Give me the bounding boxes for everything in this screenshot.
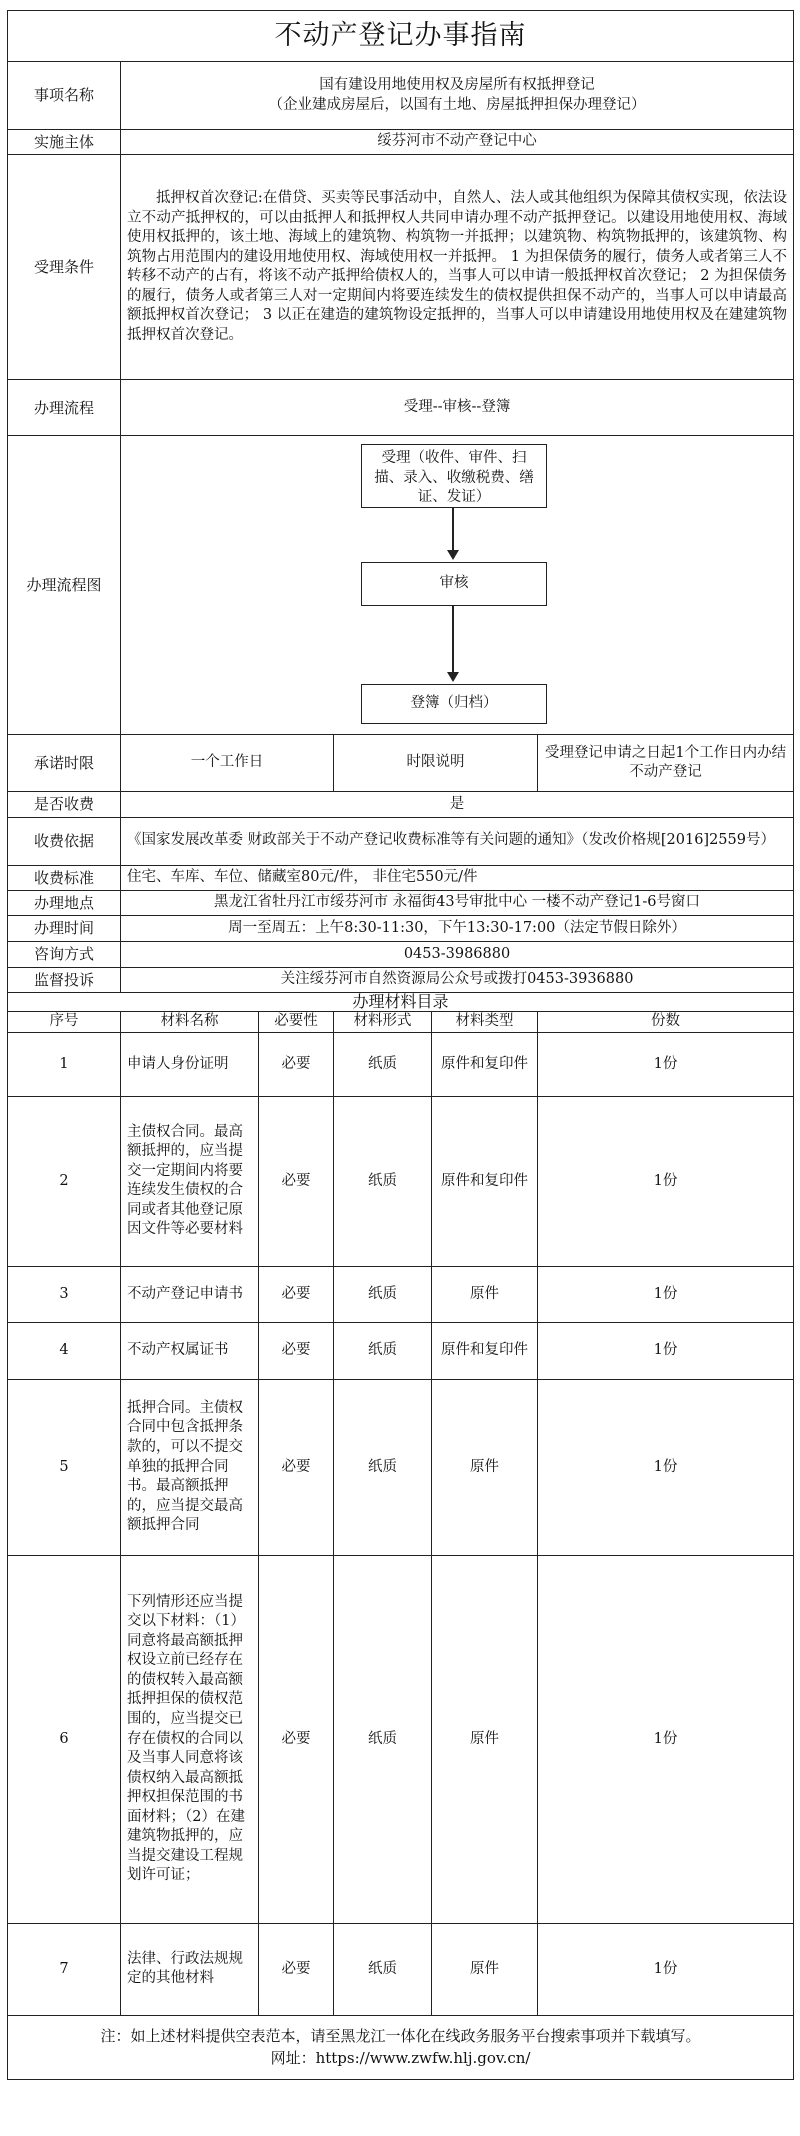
- table-cell: 原件和复印件: [432, 1032, 538, 1096]
- table-row: [8, 1555, 794, 1923]
- hours-value: 周一至周五：上午8:30-11:30，下午13:30-17:00（法定节假日除外）: [121, 916, 794, 942]
- table-cell: 不动产权属证书: [121, 1322, 259, 1379]
- materials-header: 材料名称: [121, 1012, 259, 1033]
- consult-value: 0453-3986880: [121, 942, 794, 968]
- materials-header: 材料形式: [334, 1012, 432, 1033]
- footer-note: [8, 2015, 794, 2079]
- table-cell: 2: [8, 1096, 121, 1266]
- flowchart: [121, 436, 794, 735]
- process-label: 办理流程: [8, 380, 121, 436]
- guide-table: [7, 10, 794, 2080]
- flow-arrow-down-icon: [452, 508, 454, 558]
- table-cell: 法律、行政法规规定的其他材料: [121, 1923, 259, 2015]
- table-row: [8, 1379, 794, 1555]
- promise-note-label: 时限说明: [334, 735, 538, 792]
- table-cell: 1份: [538, 1379, 794, 1555]
- table-cell: 必要: [259, 1096, 334, 1266]
- table-cell: 必要: [259, 1266, 334, 1322]
- promise-label: 承诺时限: [8, 735, 121, 792]
- table-cell: 必要: [259, 1555, 334, 1923]
- table-cell: 1: [8, 1032, 121, 1096]
- table-row: [8, 1322, 794, 1379]
- table-row: [8, 1032, 794, 1096]
- flowchart-label: 办理流程图: [8, 436, 121, 735]
- table-cell: 纸质: [334, 1923, 432, 2015]
- table-cell: 必要: [259, 1322, 334, 1379]
- footer-url: 网址：https://www.zwfw.hlj.gov.cn/: [270, 2049, 531, 2068]
- consult-label: 咨询方式: [8, 942, 121, 968]
- charge-value: 是: [121, 792, 794, 817]
- item-name-line2: （企业建成房屋后，以国有土地、房屋抵押担保办理登记）: [268, 96, 646, 113]
- table-cell: 纸质: [334, 1322, 432, 1379]
- entity-label: 实施主体: [8, 130, 121, 155]
- table-cell: 原件和复印件: [432, 1322, 538, 1379]
- table-cell: 1份: [538, 1555, 794, 1923]
- table-cell: 纸质: [334, 1266, 432, 1322]
- table-cell: 必要: [259, 1923, 334, 2015]
- table-cell: 1份: [538, 1096, 794, 1266]
- table-cell: 1份: [538, 1266, 794, 1322]
- item-name-value: [121, 62, 794, 130]
- materials-header: 材料类型: [432, 1012, 538, 1033]
- process-value: 受理--审核--登簿: [121, 380, 794, 436]
- promise-value: 一个工作日: [121, 735, 334, 792]
- table-cell: 纸质: [334, 1032, 432, 1096]
- table-cell: 1份: [538, 1032, 794, 1096]
- table-row: [8, 1923, 794, 2015]
- location-label: 办理地点: [8, 890, 121, 915]
- flow-step-review: 审核: [361, 562, 547, 606]
- standard-label: 收费标准: [8, 865, 121, 890]
- location-value: 黑龙江省牡丹江市绥芬河市 永福街43号审批中心 一楼不动产登记1-6号窗口: [121, 890, 794, 915]
- guide-document: [7, 10, 793, 2080]
- table-cell: 7: [8, 1923, 121, 2015]
- table-row: [8, 1096, 794, 1266]
- table-cell: 原件: [432, 1379, 538, 1555]
- table-cell: 原件和复印件: [432, 1096, 538, 1266]
- table-cell: 1份: [538, 1923, 794, 2015]
- item-name-line1: 国有建设用地使用权及房屋所有权抵押登记: [319, 76, 595, 93]
- footer-note-text: 注：如上述材料提供空表范本，请至黑龙江一体化在线政务服务平台搜索事项并下载填写。: [100, 2026, 701, 2045]
- table-cell: 原件: [432, 1923, 538, 2015]
- table-cell: 下列情形还应当提交以下材料：（1）同意将最高额抵押权设立前已经存在的债权转入最高额抵押担保的债权范围的，应当提交已存在债权的合同以及当事人同意将该债权纳入最高额抵押权担保范围的书面材料；（2）在建建筑物抵押的，应当提交建设工程规划许可证；: [121, 1555, 259, 1923]
- table-cell: 申请人身份证明: [121, 1032, 259, 1096]
- basis-label: 收费依据: [8, 817, 121, 865]
- table-cell: 必要: [259, 1379, 334, 1555]
- hours-label: 办理时间: [8, 916, 121, 942]
- materials-header: 序号: [8, 1012, 121, 1033]
- table-cell: 必要: [259, 1032, 334, 1096]
- materials-header: 必要性: [259, 1012, 334, 1033]
- table-cell: 纸质: [334, 1096, 432, 1266]
- table-cell: 不动产登记申请书: [121, 1266, 259, 1322]
- table-cell: 抵押合同。主债权合同中包含抵押条款的，可以不提交单独的抵押合同书。最高额抵押的，应当提交最高额抵押合同: [121, 1379, 259, 1555]
- supervise-value: 关注绥芬河市自然资源局公众号或拨打0453-3936880: [121, 968, 794, 993]
- promise-note: 受理登记申请之日起1个工作日内办结不动产登记: [538, 735, 794, 792]
- materials-title: 办理材料目录: [8, 993, 794, 1012]
- conditions-text: 抵押权首次登记:在借贷、买卖等民事活动中，自然人、法人或其他组织为保障其债权实现，依法设立不动产抵押权的，可以由抵押人和抵押权人共同申请办理不动产抵押登记。以建设用地使用权、海域使用权抵押的，该土地、海域上的建筑物、构筑物一并抵押；以建筑物、构筑物抵押的，该建筑物、构筑物占用范围内的建设用地使用权、海域使用权一并抵押。 1 为担保债务的履行，债务人或者第三人不转移不动产的占有，将该不动产抵押给债权人的，当事人可以申请一般抵押权首次登记； 2 为担保债务的履行，债务人或者第三人对一定期间内将要连续发生的债权提供担保不动产的，当事人可以申请最高额抵押权首次登记； 3 以正在建造的建筑物设定抵押的，当事人可以申请建设用地使用权及在建建筑物抵押权首次登记。: [121, 155, 794, 380]
- table-cell: 原件: [432, 1266, 538, 1322]
- table-cell: 4: [8, 1322, 121, 1379]
- page-title: 不动产登记办事指南: [8, 11, 794, 62]
- entity-value: 绥芬河市不动产登记中心: [121, 130, 794, 155]
- table-cell: 5: [8, 1379, 121, 1555]
- table-cell: 原件: [432, 1555, 538, 1923]
- table-row: [8, 1266, 794, 1322]
- table-cell: 纸质: [334, 1555, 432, 1923]
- supervise-label: 监督投诉: [8, 968, 121, 993]
- table-cell: 纸质: [334, 1379, 432, 1555]
- materials-header: 份数: [538, 1012, 794, 1033]
- basis-value: 《国家发展改革委 财政部关于不动产登记收费标准等有关问题的通知》（发改价格规[2016]2559号）: [121, 817, 794, 865]
- table-cell: 6: [8, 1555, 121, 1923]
- flow-step-register: 登簿（归档）: [361, 684, 547, 724]
- flow-arrow-down-icon: [452, 606, 454, 680]
- standard-value: 住宅、车库、车位、储藏室80元/件， 非住宅550元/件: [121, 865, 794, 890]
- flow-step-accept: 受理（收件、审件、扫描、录入、收缴税费、缮证、发证）: [361, 444, 547, 508]
- table-cell: 3: [8, 1266, 121, 1322]
- item-name-label: 事项名称: [8, 62, 121, 130]
- conditions-label: 受理条件: [8, 155, 121, 380]
- charge-label: 是否收费: [8, 792, 121, 817]
- table-cell: 主债权合同。最高额抵押的，应当提交一定期间内将要连续发生债权的合同或者其他登记原因文件等必要材料: [121, 1096, 259, 1266]
- table-cell: 1份: [538, 1322, 794, 1379]
